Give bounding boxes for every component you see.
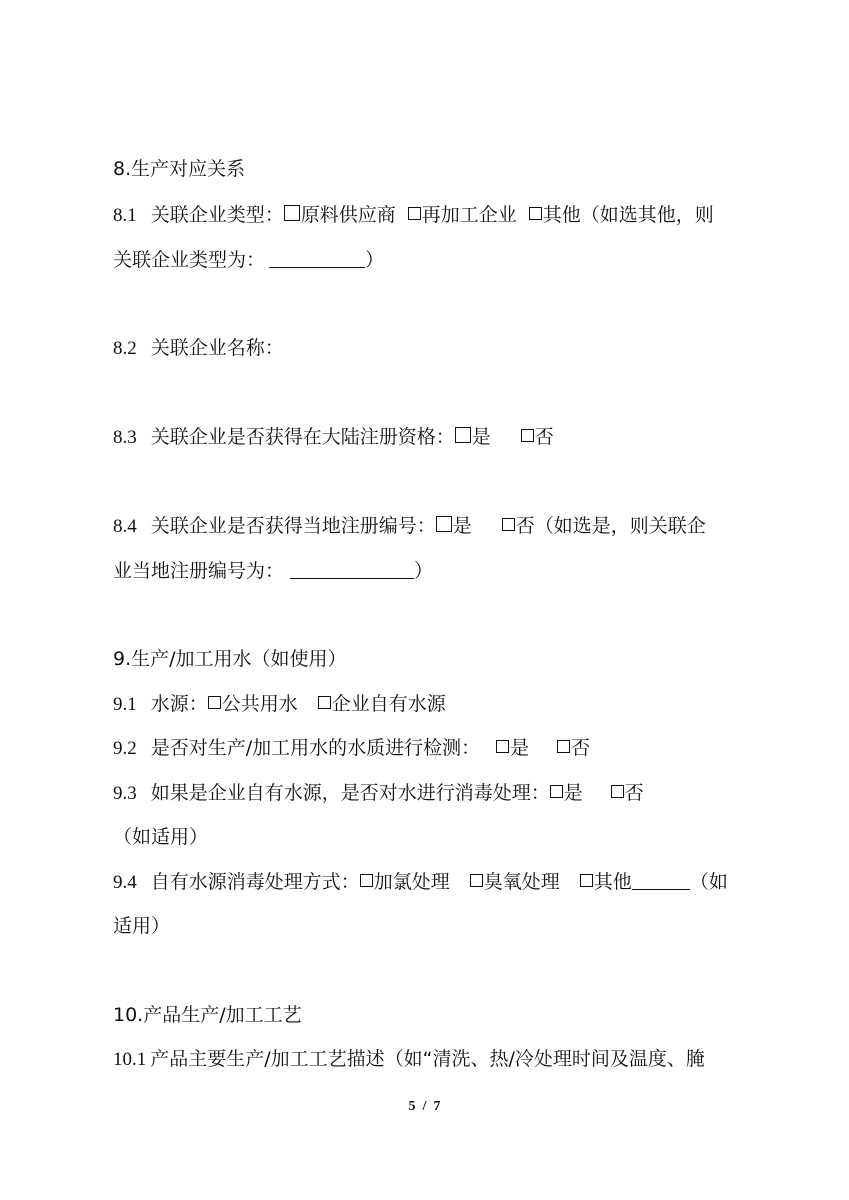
checkbox-public-water[interactable] [208, 696, 221, 709]
section-10-title-text: 10.产品生产/加工工艺 [113, 1004, 302, 1026]
question-10-1-number: 10.1 [113, 1049, 147, 1070]
question-8-4-close: ） [414, 560, 434, 582]
question-8-4-label: 关联企业是否获得当地注册编号： [150, 515, 436, 537]
question-8-2-number: 8.2 [113, 338, 137, 359]
question-9-4-number: 9.4 [113, 872, 137, 893]
checkbox-8-3-no[interactable] [521, 429, 534, 442]
section-8-title-text: 8.生产对应关系 [113, 158, 246, 180]
question-9-4 [113, 870, 728, 895]
option-other-type: 其他（如选其他，则 [542, 204, 714, 226]
question-9-4-label: 自有水源消毒处理方式： [150, 871, 360, 893]
page-total: 7 [433, 1099, 441, 1114]
question-8-1-cont-label: 关联企业类型为： [113, 249, 266, 271]
question-8-1 [113, 203, 714, 228]
question-8-3-label: 关联企业是否获得在大陆注册资格： [150, 426, 455, 448]
option-public-water: 公共用水 [221, 693, 298, 715]
checkbox-other-type[interactable] [529, 207, 542, 220]
checkbox-9-2-no[interactable] [557, 740, 570, 753]
checkbox-8-3-yes[interactable] [455, 427, 471, 443]
option-8-3-yes: 是 [471, 426, 491, 448]
question-8-2 [113, 336, 284, 361]
option-8-4-yes: 是 [452, 515, 472, 537]
question-9-2 [113, 736, 590, 761]
question-10-1-label: 产品主要生产/加工工艺描述（如“清洗、热/冷处理时间及温度、腌 [150, 1048, 705, 1070]
checkbox-reprocessing[interactable] [408, 207, 421, 220]
section-9-title-text: 9.生产/加工用水（如使用） [113, 648, 347, 670]
checkbox-raw-supplier[interactable] [284, 205, 300, 221]
question-8-3 [113, 425, 554, 450]
option-ozone: 臭氧处理 [483, 871, 560, 893]
page-number: 5 [408, 1099, 416, 1114]
question-8-1-continued [113, 248, 384, 272]
option-8-3-no: 否 [534, 426, 554, 448]
checkbox-9-3-yes[interactable] [550, 785, 563, 798]
checkbox-8-4-no[interactable] [502, 518, 515, 531]
section-8-title [113, 157, 245, 181]
option-8-4-no: 否（如选是，则关联企 [515, 515, 706, 537]
page-footer [0, 1099, 849, 1115]
section-9-title [113, 647, 347, 671]
option-9-2-yes: 是 [510, 737, 530, 759]
question-8-4-cont-label: 业当地注册编号为： [113, 560, 285, 582]
checkbox-9-3-no[interactable] [611, 785, 624, 798]
question-9-3-note-text: （如适用） [113, 826, 209, 848]
question-8-3-number: 8.3 [113, 427, 137, 448]
checkbox-ozone[interactable] [470, 874, 483, 887]
option-9-3-no: 否 [624, 782, 644, 804]
option-reprocessing: 再加工企业 [421, 204, 517, 226]
option-own-water: 企业自有水源 [331, 693, 446, 715]
option-9-2-no: 否 [571, 737, 591, 759]
option-9-3-yes: 是 [563, 782, 583, 804]
page-separator: / [422, 1099, 427, 1114]
checkbox-own-water[interactable] [318, 696, 331, 709]
checkbox-8-4-yes[interactable] [436, 516, 452, 532]
question-8-1-number: 8.1 [113, 205, 137, 226]
option-other-method: 其他 [593, 871, 632, 893]
question-8-1-label: 关联企业类型： [150, 204, 284, 226]
other-type-blank[interactable] [269, 249, 365, 268]
checkbox-chlorine[interactable] [360, 874, 373, 887]
question-9-2-label: 是否对生产/加工用水的水质进行检测： [150, 737, 481, 759]
question-9-1 [113, 692, 446, 717]
question-8-1-close: ） [365, 249, 385, 271]
question-9-4-continued [113, 914, 170, 938]
question-9-4-tail: （如 [689, 871, 728, 893]
question-8-2-label: 关联企业名称： [150, 337, 284, 359]
question-9-3-note [113, 825, 208, 849]
section-10-title [113, 1003, 302, 1027]
question-8-4-continued [113, 559, 433, 583]
question-9-3-number: 9.3 [113, 783, 137, 804]
question-9-1-number: 9.1 [113, 694, 137, 715]
option-chlorine: 加氯处理 [373, 871, 450, 893]
question-9-3 [113, 781, 644, 806]
question-9-1-label: 水源： [150, 693, 208, 715]
question-9-4-cont-text: 适用） [113, 915, 171, 937]
checkbox-9-2-yes[interactable] [496, 740, 509, 753]
question-9-3-label: 如果是企业自有水源，是否对水进行消毒处理： [150, 782, 550, 804]
option-raw-supplier: 原料供应商 [300, 204, 396, 226]
registration-number-blank[interactable] [290, 560, 414, 579]
question-8-4 [113, 514, 706, 539]
question-10-1 [113, 1047, 705, 1072]
question-8-4-number: 8.4 [113, 516, 137, 537]
other-method-blank[interactable] [632, 871, 690, 890]
question-9-2-number: 9.2 [113, 738, 137, 759]
checkbox-other-method[interactable] [580, 874, 593, 887]
